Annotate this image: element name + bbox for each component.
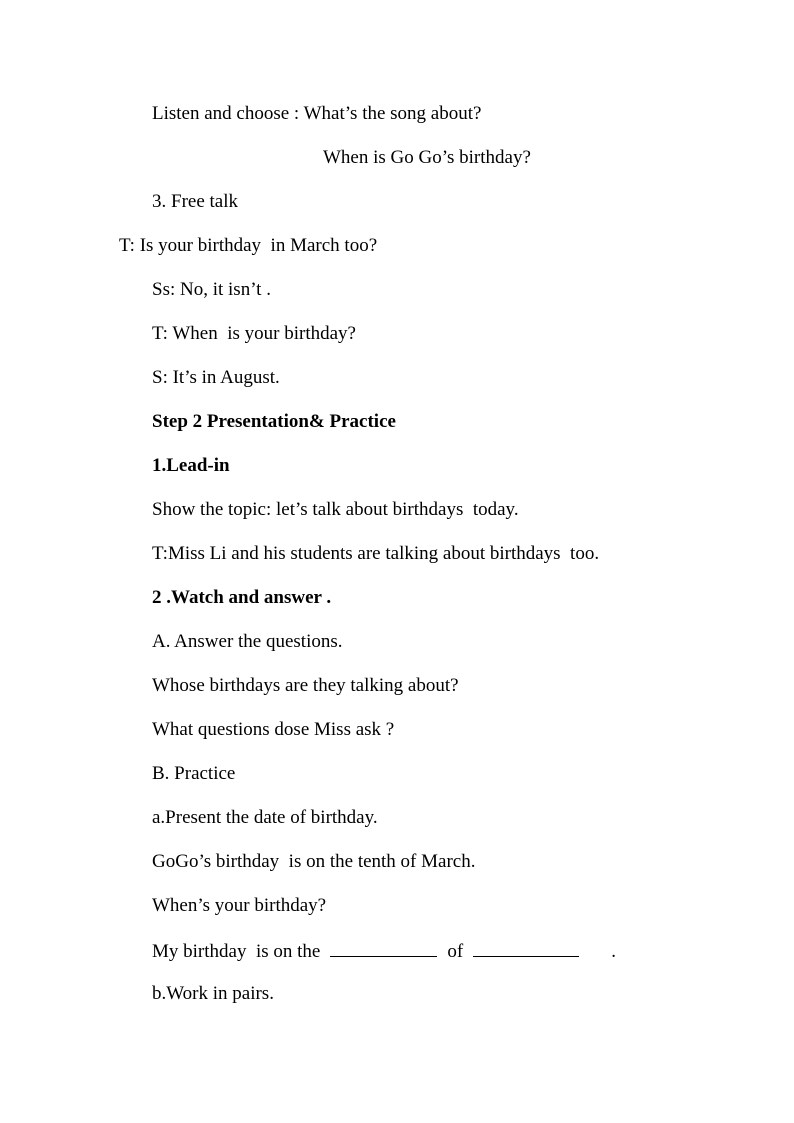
fill-in-prefix: My birthday is on the — [152, 941, 321, 962]
present-date-text: a.Present the date of birthday. — [152, 807, 378, 828]
fill-in-sentence — [152, 938, 616, 964]
teacher-statement: T:Miss Li and his students are talking about birthdays too. — [152, 543, 600, 564]
blank-month[interactable] — [473, 938, 579, 957]
question-birthday-gogo: When is Go Go’s birthday? — [323, 147, 531, 168]
question-whose-birthdays: Whose birthdays are they talking about? — [152, 675, 459, 696]
question-whens-birthday: When’s your birthday? — [152, 895, 327, 916]
watch-answer-heading: 2 .Watch and answer . — [152, 587, 332, 608]
show-topic-text: Show the topic: let’s talk about birthdays today. — [152, 499, 519, 520]
blank-day[interactable] — [330, 938, 437, 957]
dialogue-student-1: S: It’s in August. — [152, 367, 280, 388]
fill-in-suffix: . — [611, 941, 616, 962]
free-talk-heading: 3. Free talk — [152, 191, 239, 212]
dialogue-teacher-1: T: Is your birthday in March too? — [119, 235, 378, 256]
work-in-pairs: b.Work in pairs. — [152, 983, 274, 1004]
dialogue-teacher-2: T: When is your birthday? — [152, 323, 356, 344]
lead-in-heading: 1.Lead-in — [152, 455, 230, 476]
practice-item: B. Practice — [152, 763, 236, 784]
instruction-listen-choose: Listen and choose : What’s the song about? — [152, 103, 482, 124]
fill-in-middle: of — [447, 941, 464, 962]
step-2-heading: Step 2 Presentation& Practice — [152, 411, 396, 432]
question-what-ask: What questions dose Miss ask ? — [152, 719, 395, 740]
dialogue-students-1: Ss: No, it isn’t . — [152, 279, 271, 300]
answer-questions-item: A. Answer the questions. — [152, 631, 343, 652]
example-sentence: GoGo’s birthday is on the tenth of March. — [152, 851, 476, 872]
